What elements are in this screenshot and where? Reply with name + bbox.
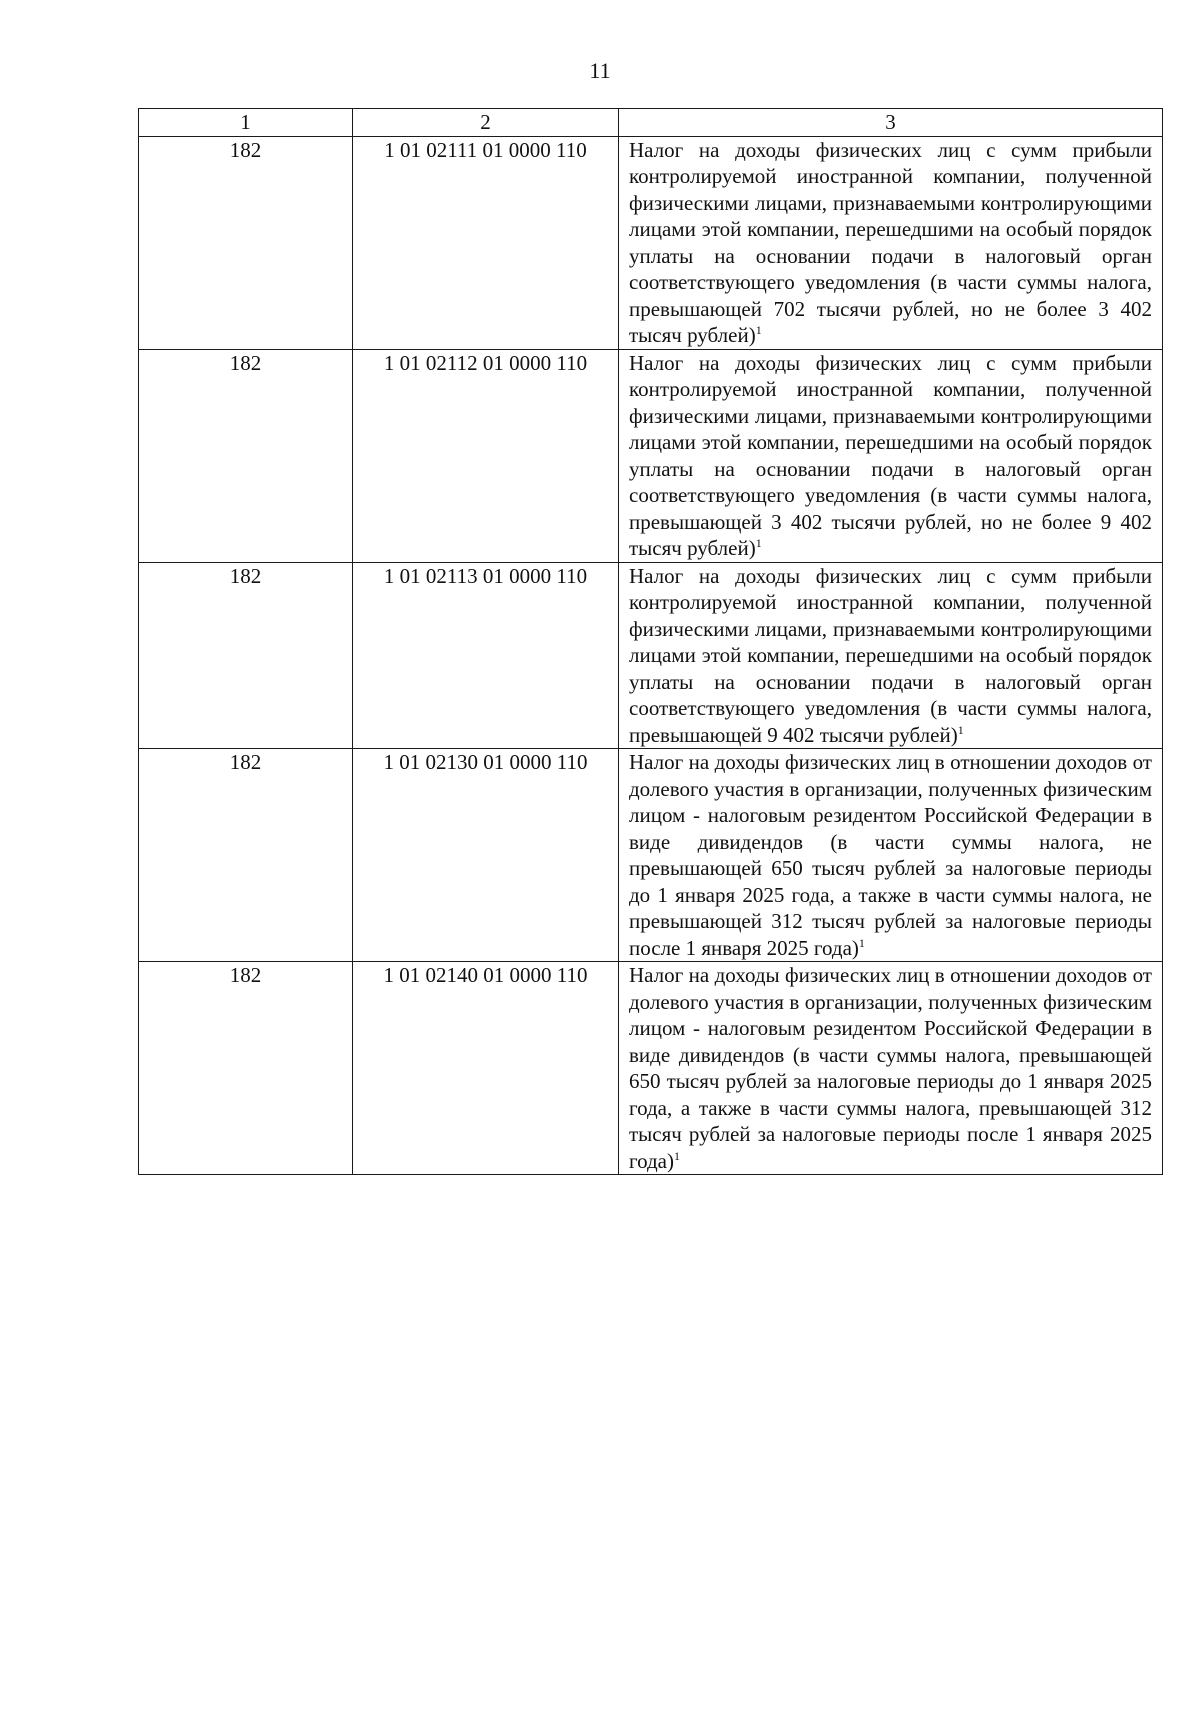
column-header-2: 2 (353, 109, 619, 137)
admin-code-cell: 182 (139, 749, 353, 962)
admin-code-cell: 182 (139, 136, 353, 349)
kbk-code-cell: 1 01 02140 01 0000 110 (353, 962, 619, 1175)
footnote-marker: 1 (858, 935, 865, 950)
footnote-marker: 1 (755, 323, 762, 337)
description-cell (619, 136, 1163, 349)
footnote-marker: 1 (957, 722, 964, 737)
description-cell (619, 962, 1163, 1175)
kbk-code-cell: 1 01 02130 01 0000 110 (353, 749, 619, 962)
table-row (139, 349, 1163, 562)
table-row (139, 562, 1163, 749)
table-row (139, 962, 1163, 1175)
column-header-1: 1 (139, 109, 353, 137)
table-header-row (139, 109, 1163, 137)
kbk-code-cell: 1 01 02111 01 0000 110 (353, 136, 619, 349)
footnote-marker: 1 (673, 1148, 680, 1163)
table-row (139, 136, 1163, 349)
admin-code-cell: 182 (139, 349, 353, 562)
description-cell (619, 562, 1163, 749)
admin-code-cell: 182 (139, 562, 353, 749)
description-cell (619, 749, 1163, 962)
description-text: Налог на доходы физических лиц в отношении доходов от долевого участия в организации, полученных физическим лицом - налоговым резидентом Российской Федерации в виде дивидендов (в части суммы налога, превышающей 650 тысяч рублей за налоговые периоды до 1 января 2025 года, а также в части суммы налога, превышающей 312 тысяч рублей за налоговые периоды после 1 января 2025 года) (629, 963, 1152, 1173)
description-text: Налог на доходы физических лиц с сумм прибыли контролируемой иностранной компании, полученной физическими лицами, признаваемыми контролирующими лицами этой компании, перешедшими на особый порядок уплаты на основании подачи в налоговый орган соответствующего уведомления (в части суммы налога, превышающей 3 402 тысячи рублей, но не более 9 402 тысяч рублей) (629, 350, 1152, 560)
kbk-code-cell: 1 01 02112 01 0000 110 (353, 349, 619, 562)
table-row (139, 749, 1163, 962)
budget-classification-table (138, 108, 1163, 1175)
description-text: Налог на доходы физических лиц с сумм прибыли контролируемой иностранной компании, полученной физическими лицами, признаваемыми контролирующими лицами этой компании, перешедшими на особый порядок уплаты на основании подачи в налоговый орган соответствующего уведомления (в части суммы налога, превышающей 9 402 тысячи рублей) (629, 563, 1152, 747)
description-text: Налог на доходы физических лиц с сумм прибыли контролируемой иностранной компании, полученной физическими лицами, признаваемыми контролирующими лицами этой компании, перешедшими на особый порядок уплаты на основании подачи в налоговый орган соответствующего уведомления (в части суммы налога, превышающей 702 тысячи рублей, но не более 3 402 тысяч рублей) (629, 137, 1152, 347)
description-text: Налог на доходы физических лиц в отношении доходов от долевого участия в организации, полученных физическим лицом - налоговым резидентом Российской Федерации в виде дивидендов (в части суммы налога, не превышающей 650 тысяч рублей за налоговые периоды до 1 января 2025 года, а также в части суммы налога, не превышающей 312 тысяч рублей за налоговые периоды после 1 января 2025 года) (629, 750, 1152, 960)
kbk-code-cell: 1 01 02113 01 0000 110 (353, 562, 619, 749)
column-header-3: 3 (619, 109, 1163, 137)
admin-code-cell: 182 (139, 962, 353, 1175)
page-number: 11 (589, 58, 611, 83)
footnote-marker: 1 (755, 536, 762, 550)
description-cell (619, 349, 1163, 562)
